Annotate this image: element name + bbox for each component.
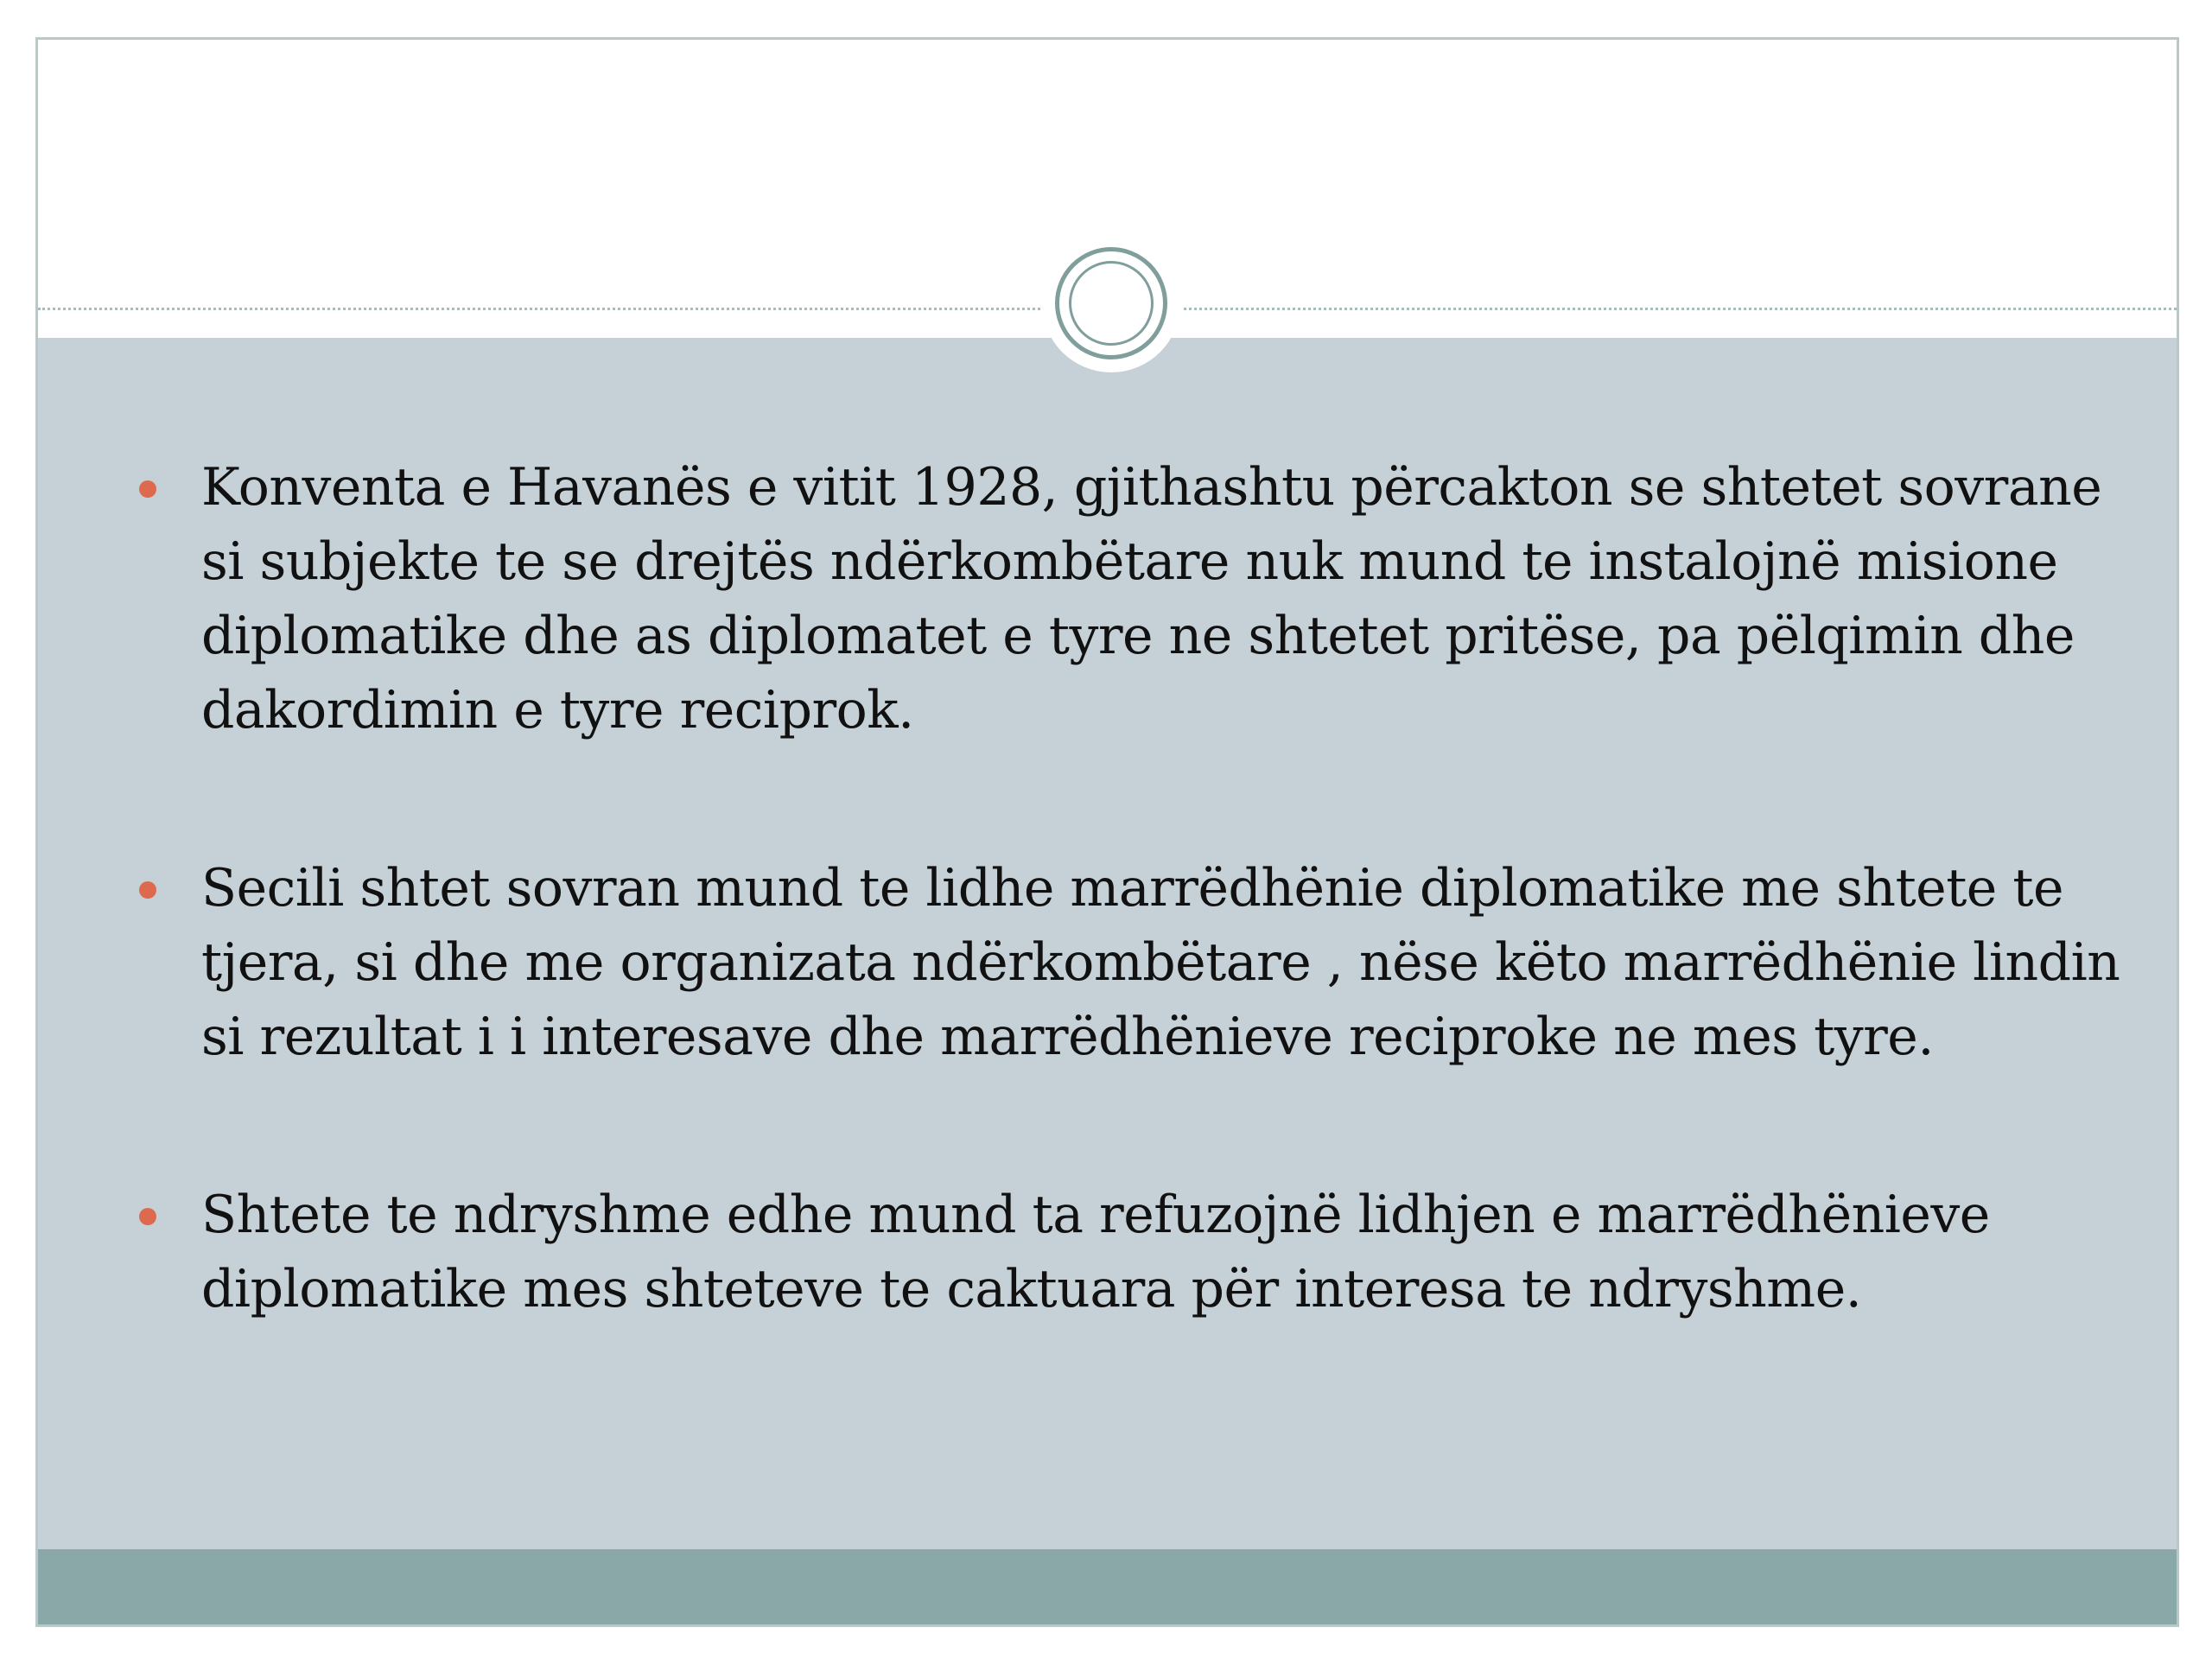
bullet-text: Secili shtet sovran mund te lidhe marrëdhënie diplomatike me shtete te tjera, si dhe me organizata ndërkombëtare , nëse këto marrëdhënie lindin si rezultat i i interesave dhe marrëdhënieve reciproke ne mes tyre. bbox=[201, 858, 2120, 1067]
header-divider-right bbox=[1184, 308, 2177, 310]
bullet-text: Konventa e Havanës e vitit 1928, gjithashtu përcakton se shtetet sovrane si subjekte te se drejtës ndërkombëtare nuk mund te instalojnë misione diplomatike dhe as diplomatet e tyre ne shtetet pritëse, pa pëlqimin dhe dakordimin e tyre reciprok. bbox=[201, 457, 2102, 741]
slide-frame bbox=[35, 37, 2179, 1627]
bullet-text: Shtete te ndryshme edhe mund ta refuzojnë lidhjen e marrëdhënieve diplomatike mes shteteve te caktuara për interesa te ndryshme. bbox=[201, 1185, 1990, 1319]
bullet-dot-icon bbox=[139, 881, 156, 899]
inner-ring-icon bbox=[1069, 261, 1154, 346]
header-divider-left bbox=[38, 308, 1040, 310]
bullet-dot-icon bbox=[139, 480, 156, 498]
bullet-list bbox=[38, 450, 2177, 1430]
double-ring-circle-icon bbox=[1055, 247, 1167, 359]
bullet-item bbox=[38, 1178, 2177, 1326]
slide-footer-band bbox=[38, 1549, 2177, 1627]
bullet-item bbox=[38, 450, 2177, 747]
bullet-dot-icon bbox=[139, 1208, 156, 1225]
bullet-item bbox=[38, 851, 2177, 1074]
